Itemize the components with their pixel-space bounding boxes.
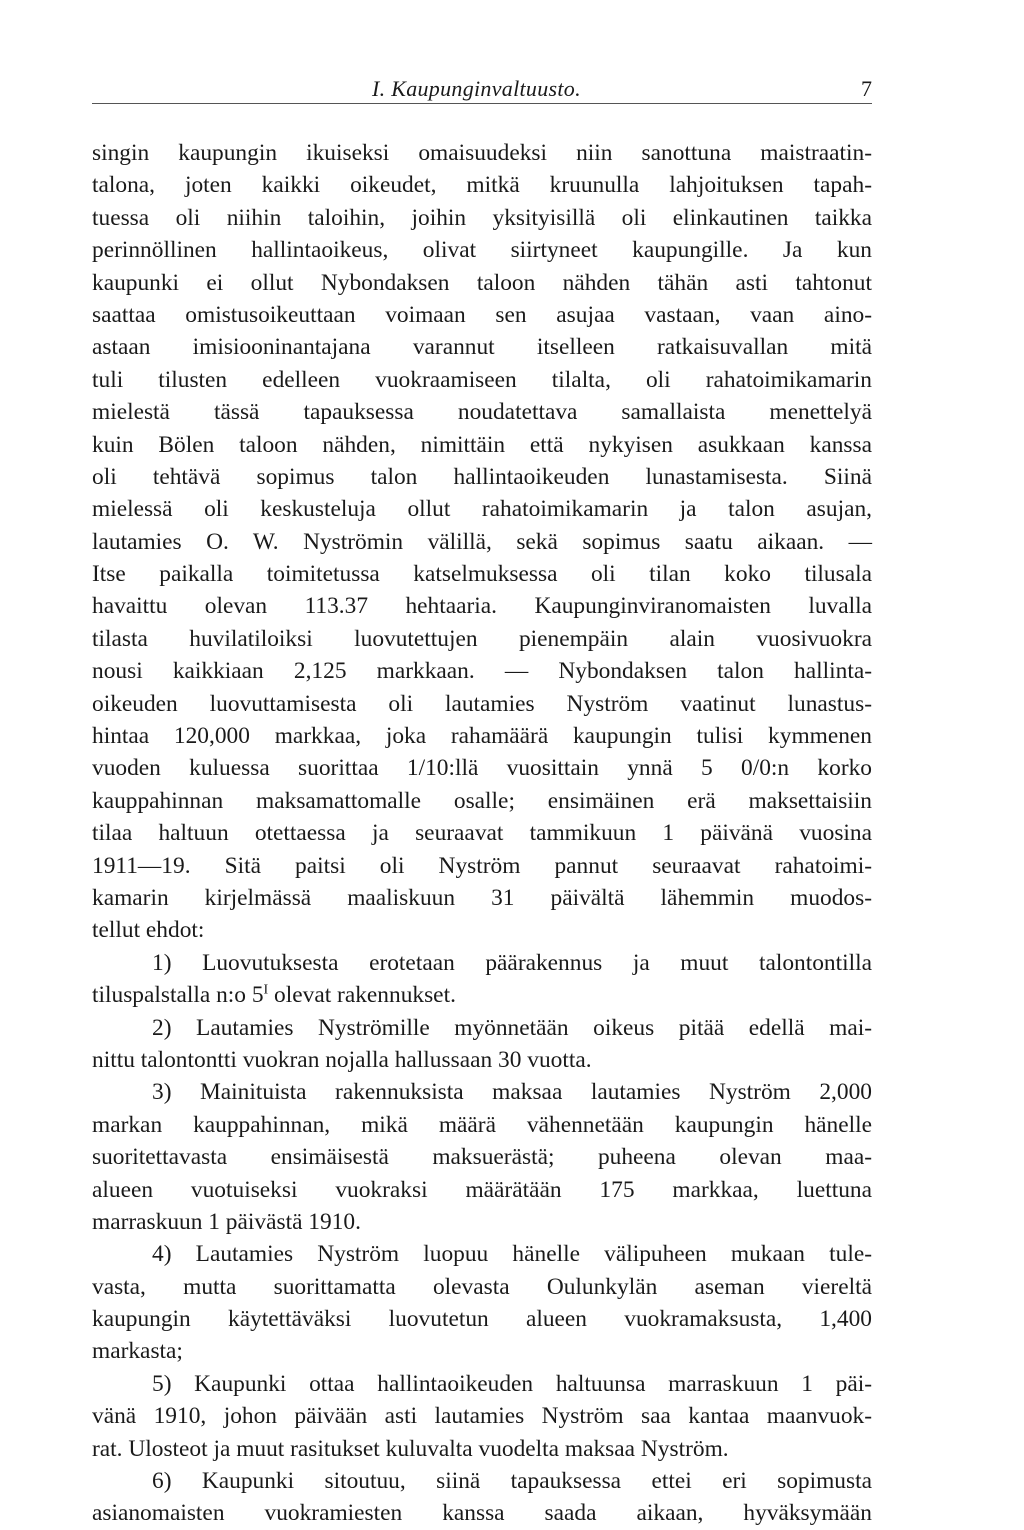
text-line: markan kauppahinnan, mikä määrä vähennetään kaupungin hänelle bbox=[92, 1111, 872, 1138]
text-line: kaupunki ei ollut Nybondaksen taloon nähden tähän asti tahtonut bbox=[92, 269, 872, 296]
text-line: suoritettavasta ensimäisestä maksuerästä; puheena olevan maa- bbox=[92, 1144, 872, 1171]
body-text bbox=[92, 137, 872, 1530]
text-line: rat. Ulosteot ja muut rasitukset kuluvalta vuodelta maksaa Nyström. bbox=[92, 1435, 729, 1462]
text-line: saattaa omistusoikeuttaan voimaan sen asujaa vastaan, vaan aino- bbox=[92, 301, 872, 328]
text-line: oli tehtävä sopimus talon hallintaoikeuden lunastamisesta. Siinä bbox=[92, 463, 872, 490]
text-line: mielessä oli keskusteluja ollut rahatoimikamarin ja talon asujan, bbox=[92, 496, 872, 523]
text-line: kauppahinnan maksamattomalle osalle; ensimäinen erä maksettaisiin bbox=[92, 787, 872, 814]
text-line: kuin Bölen taloon nähden, nimittäin että nykyisen asukkaan kanssa bbox=[92, 431, 872, 458]
text-line: tellut ehdot: bbox=[92, 917, 205, 944]
text-line: nittu talontontti vuokran nojalla hallussaan 30 vuotta. bbox=[92, 1046, 592, 1073]
text-line: marraskuun 1 päivästä 1910. bbox=[92, 1208, 361, 1235]
text-line: vuoden kuluessa suorittaa 1/10:llä vuosittain ynnä 5 0/0:n korko bbox=[92, 755, 872, 782]
running-title: I. Kaupunginvaltuusto. bbox=[372, 76, 581, 101]
text-line: 1) Luovutuksesta erotetaan päärakennus ja muut talontontilla bbox=[152, 949, 872, 976]
text-line bbox=[92, 979, 872, 1011]
text-fragment: olevat rakennukset. bbox=[268, 982, 456, 1009]
text-line: 1911—19. Sitä paitsi oli Nyström pannut seuraavat rahatoimi- bbox=[92, 852, 872, 879]
text-line: nousi kaikkiaan 2,125 markkaan. — Nybondaksen talon hallinta- bbox=[92, 658, 872, 685]
page-number: 7 bbox=[861, 76, 872, 101]
text-line: 3) Mainituista rakennuksista maksaa lautamies Nyström 2,000 bbox=[152, 1079, 872, 1106]
superscript: I bbox=[263, 981, 269, 998]
text-line: astaan imisiooninantajana varannut itselleen ratkaisuvallan mitä bbox=[92, 334, 872, 361]
text-line: oikeuden luovuttamisesta oli lautamies Nyström vaatinut lunastus- bbox=[92, 690, 872, 717]
text-line: singin kaupungin ikuiseksi omaisuudeksi niin sanottuna maistraatin- bbox=[92, 140, 872, 166]
text-line: Itse paikalla toimitetussa katselmuksessa oli tilan koko tilusala bbox=[92, 561, 872, 588]
text-line: vänä 1910, johon päivään asti lautamies Nyström saa kantaa maanvuok- bbox=[92, 1403, 872, 1430]
text-line: perinnöllinen hallintaoikeus, olivat siirtyneet kaupungille. Ja kun bbox=[92, 237, 872, 264]
text-line: alueen vuotuiseksi vuokraksi määrätään 175 markkaa, luettuna bbox=[92, 1176, 872, 1203]
text-line: 6) Kaupunki sitoutuu, siinä tapauksessa ettei eri sopimusta bbox=[152, 1468, 872, 1495]
text-line: hintaa 120,000 markkaa, joka rahamäärä kaupungin tulisi kymmenen bbox=[92, 723, 872, 750]
text-line: 4) Lautamies Nyström luopuu hänelle välipuheen mukaan tule- bbox=[152, 1241, 872, 1268]
text-line: tuessa oli niihin taloihin, joihin yksityisillä oli elinkautinen taikka bbox=[92, 204, 872, 231]
text-line: mielestä tässä tapauksessa noudatettava samallaista menettelyä bbox=[92, 399, 872, 426]
text-line: markasta; bbox=[92, 1338, 183, 1365]
text-line: talona, joten kaikki oikeudet, mitkä kruunulla lahjoituksen tapah- bbox=[92, 172, 872, 199]
text-line: 2) Lautamies Nyströmille myönnetään oikeus pitää edellä mai- bbox=[152, 1014, 872, 1041]
text-line: lautamies O. W. Nyströmin välillä, sekä sopimus saatu aikaan. — bbox=[92, 528, 872, 555]
text-fragment: tiluspalstalla n:o 5 bbox=[92, 982, 264, 1009]
text-line: asianomaisten vuokramiesten kanssa saada aikaan, hyväksymään bbox=[92, 1500, 872, 1527]
text-line: 5) Kaupunki ottaa hallintaoikeuden haltuunsa marraskuun 1 päi- bbox=[152, 1370, 872, 1397]
text-line: havaittu olevan 113.37 hehtaaria. Kaupunginviranomaisten luvalla bbox=[92, 593, 872, 620]
text-line: kaupungin käytettäväksi luovutetun alueen vuokramaksusta, 1,400 bbox=[92, 1306, 872, 1333]
text-line: kamarin kirjelmässä maaliskuun 31 päivältä lähemmin muodos- bbox=[92, 884, 872, 911]
header-rule bbox=[92, 103, 872, 104]
text-line: tuli tilusten edelleen vuokraamiseen tilalta, oli rahatoimikamarin bbox=[92, 366, 872, 393]
text-line: vasta, mutta suorittamatta olevasta Oulunkylän aseman viereltä bbox=[92, 1273, 872, 1300]
text-line: tilaa haltuun otettaessa ja seuraavat tammikuun 1 päivänä vuosina bbox=[92, 820, 872, 847]
text-line: tilasta huvilatiloiksi luovutettujen pienempäin alain vuosivuokra bbox=[92, 625, 872, 652]
page-header bbox=[92, 76, 872, 106]
